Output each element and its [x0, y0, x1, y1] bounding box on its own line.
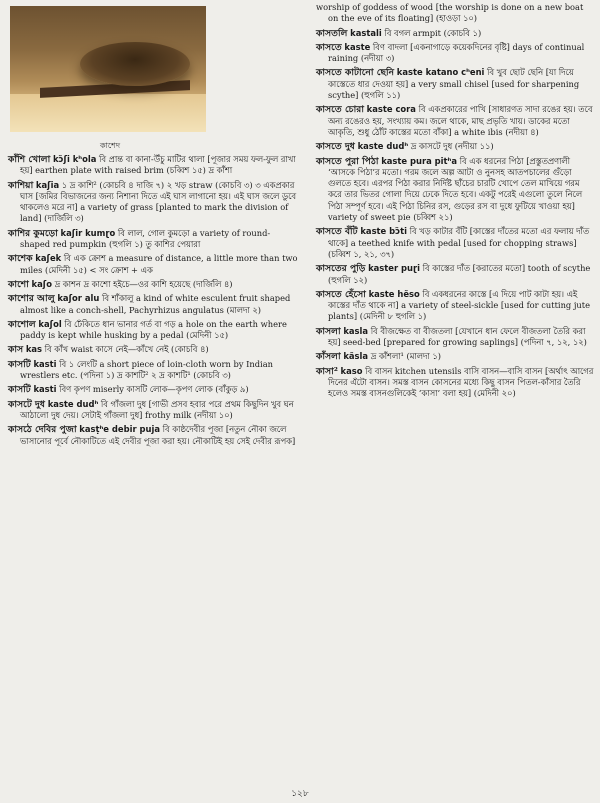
entry-headword: কাসতে বঁটি — [316, 226, 358, 238]
entry-definition: বি শাঁকালু a kind of white esculent fruit shaped almost like a conch-shell, Pachyrhizus angulatus (মালদা ২) — [20, 293, 291, 315]
photo-floor — [10, 94, 206, 132]
entry-romanization: kaste cora — [366, 104, 416, 115]
entry-romanization: kaste dudʰ — [47, 398, 99, 409]
entry-romanization: kaʃor alu — [57, 293, 100, 304]
entry-headword: কাসতে পুরা পিঠা — [316, 155, 379, 167]
entry-romanization: kaʃek — [35, 253, 62, 264]
dictionary-entry — [316, 141, 595, 152]
entry-definition: বিণ কৃপণ miserly কাসটি লোক—কৃপণ লোক (বাঁকুড় ৯) — [59, 384, 249, 395]
entry-headword: কাসলা — [316, 325, 341, 337]
entry-romanization: kasti — [33, 358, 57, 369]
entry-romanization: kas — [25, 344, 43, 355]
entry-definition: বি কাঁখ waist কাসে নেই—কাঁখে নেই (কোচবি ৪) — [44, 344, 209, 355]
entry-definition: বি বগল armpit (কোচবি ১) — [384, 27, 482, 38]
entry-romanization: kaste pura pitʰa — [381, 155, 457, 166]
dictionary-entry — [316, 67, 595, 101]
entry-definition: বি খড় কাটার বঁটি [কাস্তের দাঁতের মতো এর ফলায় দাঁত থাকে] a teethed knife with pedal [used for chopping straws] (চব্বিশ ১, ২১, ৩৭) — [328, 226, 590, 259]
entry-definition: বি ঢেঁকিতে ধান ভানার গর্ত বা গড় a hole on the earth where paddy is kept while husking by a pedal (মেদিনী ১৫) — [20, 318, 287, 341]
entry-romanization: kaso — [340, 365, 363, 376]
entry-romanization: kasti — [33, 384, 57, 395]
entry-definition: বিণ বাদলা [একনাগাড়ে কয়েকদিনের বৃষ্টি] days of continual raining (নদীয়া ৩) — [328, 41, 585, 64]
entry-definition: বি একধরনের কাস্তে [এ দিয়ে পাট কাটা হয়। এই কাস্তের দাঁত থাকে না] a variety of steel-sickle [used for cutting jute plants] (মেদিনী ৮ হুগলি ১) — [328, 288, 591, 322]
entry-headword: কাসতে হেঁসো — [316, 288, 366, 300]
dictionary-entry — [316, 289, 595, 323]
entry-definition: worship of goddess of wood [the worship is done on a new boat on the eve of its floating] (হাওড়া ১০) — [316, 2, 584, 24]
entry-definition: বি বাসন kitchen utensils বাসি বাসন—বাসি বাসন [অর্থাৎ আগের দিনের এঁটো বাসন। সমস্ত বাসন কোসনের মধ্যে কিছু বাসন পিতল-কাঁসার তৈরি হলেও সমস্ত বাসনগুলিকেই ‘কাসা’ বলা হয়] (মেদিনী ২০) — [328, 365, 594, 399]
entry-romanization: kãsla — [343, 351, 369, 362]
entry-definition: বি বীজক্ষেত বা বীজতলা [যেখানে ধান ফেলে বীজতলা তৈরি করা হয়] seed-bed [prepared for growing saplings] (পদিনা ৭, ১২, ১২) — [328, 325, 587, 348]
dictionary-entry — [8, 319, 300, 342]
dictionary-entry — [316, 263, 595, 286]
entry-definition: বি ১ লেংটি a short piece of loin-cloth worn by Indian wrestlers etc. (পদিনা ১) দ্র কাশটি² ২ দ্র কাশটি¹ (কোচবি ৩) — [20, 358, 273, 381]
page-number: ১২৮ — [291, 789, 309, 799]
dictionary-entry — [316, 28, 595, 39]
entry-headword: কাস — [8, 344, 24, 356]
dictionary-entry — [316, 104, 595, 138]
entry-headword: কাঁশি খোলা — [8, 154, 51, 165]
entry-headword: কাসটে দুধ — [8, 398, 46, 410]
entry-headword: কাসতের পুড়ি — [316, 263, 366, 275]
entry-definition: দ্র কাশন দ্র কাশো হইচে—ওর কাশি হয়েছে (দার্জিলি ৪) — [54, 278, 233, 289]
entry-romanization: kaster puɽi — [368, 263, 420, 274]
dictionary-entry — [316, 326, 595, 349]
entry-romanization: kaʃir kumɽo — [60, 227, 116, 238]
entry-headword: কাশোল — [8, 318, 36, 330]
dictionary-entry — [8, 253, 300, 276]
dictionary-entry — [8, 293, 300, 316]
entry-headword: কাশেক — [8, 253, 33, 265]
entry-definition: দ্র কাঁশলা¹ (মালদা ১) — [370, 351, 441, 362]
entry-definition: বি একপ্রকারের পাখি [সাধারণত সাদা রঙের হয়। তবে অন্য রঙেরও হয়, সংখ্যায় কম। জলে থাকে, মাছ প্রভৃতি খায়। ডাকের মতো আকৃতি, শুধু ঠোঁট কাস্তের মতো বাঁকা] a white ibis (নদীয়া ৪) — [328, 104, 593, 137]
entry-romanization: kaste katano cʰeni — [396, 67, 485, 78]
entry-definition: বি কাষ্ঠদেবীর পূজা [নতুন নৌকা জলে ভাসানোর পূর্বে নৌকাটিতে এই দেবীর পূজা করা হয়। নৌকাটিই হয় সেই দেবীর রূপক] — [20, 424, 296, 446]
dictionary-entry — [8, 399, 300, 422]
entry-definition: বি প্রান্ত বা কানা-উঁচু মাটির থালা [পূজার সময় ফল-ফুল রাখা হয়] earthen plate with raised brim (চব্বিশ ১৫) দ্র কাঁশা — [20, 154, 296, 176]
entry-headword: কাশো — [8, 278, 29, 290]
entry-headword: কাশির কুমড়ো — [8, 227, 58, 239]
dictionary-entry — [316, 226, 595, 260]
entry-headword: কাসতে দুধ — [316, 141, 355, 153]
entry-romanization: kaʃol — [38, 318, 62, 329]
entry-headword: কাসা² — [316, 365, 338, 377]
photo-vessel — [80, 42, 190, 86]
entry-definition: বি খুব ছোট ছেনি [যা দিয়ে কাস্তেতে ধার দেওয়া হয়] a very small chisel [used for sharpening scythe] (হুগলি ১১) — [328, 67, 580, 101]
entry-definition: বি এক ধরনের পিঠা [প্রস্তুতপ্রণালী ‘আসকে পিঠা’র মতো। গরম জলে অল্প আটা ও নুনসহ আতপচালের গুঁড়ো গুলতে হবে। এরপর পিঠা করার নির্দিষ্ট ছাঁচের চারটি খোপে তেল মাখিয়ে গরম করে তার ভিতর গোলা দিয়ে ঢেকে দিতে হবে। একটু পরেই এগুলো তুলে নিলে পিঠা সম্পূর্ণ হবে। এই পিঠা চিনির রস, গুড়ের রস বা দুধে ফুটিয়ে খাওয়া হয়] variety of sweet pie (চব্বিশ ২১) — [328, 155, 583, 223]
entry-definition: বি কাস্তের দাঁত [করাতের মতো] tooth of scythe (হুগলি ১২) — [328, 263, 591, 285]
entry-romanization: kasla — [343, 325, 369, 336]
dictionary-entry — [8, 424, 300, 447]
entry-headword: কাসতে চোরা — [316, 104, 365, 116]
entry-romanization: kasṭʰe debir puja — [79, 424, 160, 435]
dictionary-entry — [8, 384, 300, 395]
entry-romanization: kaste bɔ̃ti — [360, 226, 407, 237]
entry-definition: ১ দ্র কাশি² (কোচবি ৪ দাজি ৭) ২ খড় straw (কোচবি ৩) ৩ একপ্রকার ঘাস [জমির বিভাজনের জন্য নিশানা দিতে এই ঘাস লাগানো হয়। এই ঘাস জলে ডুবে থাকলেও মরে না] a variety of grass [planted to mark the division of land] (দার্জিলি ৩) — [20, 179, 297, 224]
entry-headword: কাশিয়া — [8, 179, 34, 191]
entry-headword: কাসটি — [8, 384, 31, 396]
dictionary-entry — [316, 366, 595, 400]
dictionary-entry — [316, 42, 595, 65]
entry-headword: কাসঠে দেবির পুজা — [8, 424, 77, 436]
entry-definition: বি গাঁজলা দুধ [গাভী প্রসব হবার পরে প্রথম কিছুদিন খুব ঘন আঠালো দুধ দেয়। সেটাই গাঁজলা দুধ] frothy milk (নদীয়া ১০) — [20, 398, 294, 420]
right-column — [316, 2, 595, 403]
entry-romanization: kaste — [344, 41, 371, 52]
dictionary-entry — [8, 344, 300, 355]
entry-definition: দ্র কাসটে দুধ (নদীয়া ১১) — [410, 141, 494, 152]
entry-romanization: kastali — [350, 27, 382, 38]
dictionary-entry — [8, 154, 300, 177]
entry-romanization: kaste dudʰ — [357, 141, 409, 152]
photo — [10, 6, 206, 132]
dictionary-entry — [8, 228, 300, 251]
entry-romanization: kaste hẽso — [368, 288, 420, 299]
entry-headword: কাসতে কাটানো ছেনি — [316, 67, 395, 79]
entry-headword: কাশোর আলু — [8, 293, 55, 305]
dictionary-entry — [316, 2, 595, 25]
dictionary-entry — [8, 359, 300, 382]
entry-headword: কাসতলি — [316, 27, 348, 39]
dictionary-entry — [316, 156, 595, 224]
dictionary-entry — [8, 180, 300, 225]
entry-definition: বি লাল, গোল কুমড়ো a variety of round-shaped red pumpkin (হুগলি ১) তু কাশির পেয়ারা — [20, 227, 271, 250]
entry-headword: কাসটি — [8, 358, 31, 370]
dictionary-entry — [316, 351, 595, 362]
photo-caption: কাশেদ — [99, 141, 121, 150]
entry-romanization: kɔ̃ʃi kʰola — [52, 154, 97, 164]
left-column — [8, 154, 300, 450]
entry-headword: কাঁসলা — [316, 351, 341, 363]
entry-headword: কাসতে — [316, 41, 342, 53]
entry-definition: বি এক ক্রোশ a measure of distance, a little more than two miles (মেদিনী ১৫) < সং ক্রোশ + এক — [20, 253, 298, 275]
dictionary-entry — [8, 279, 300, 290]
entry-romanization: kaʃia — [35, 179, 60, 190]
entry-romanization: kaʃo — [31, 278, 52, 289]
